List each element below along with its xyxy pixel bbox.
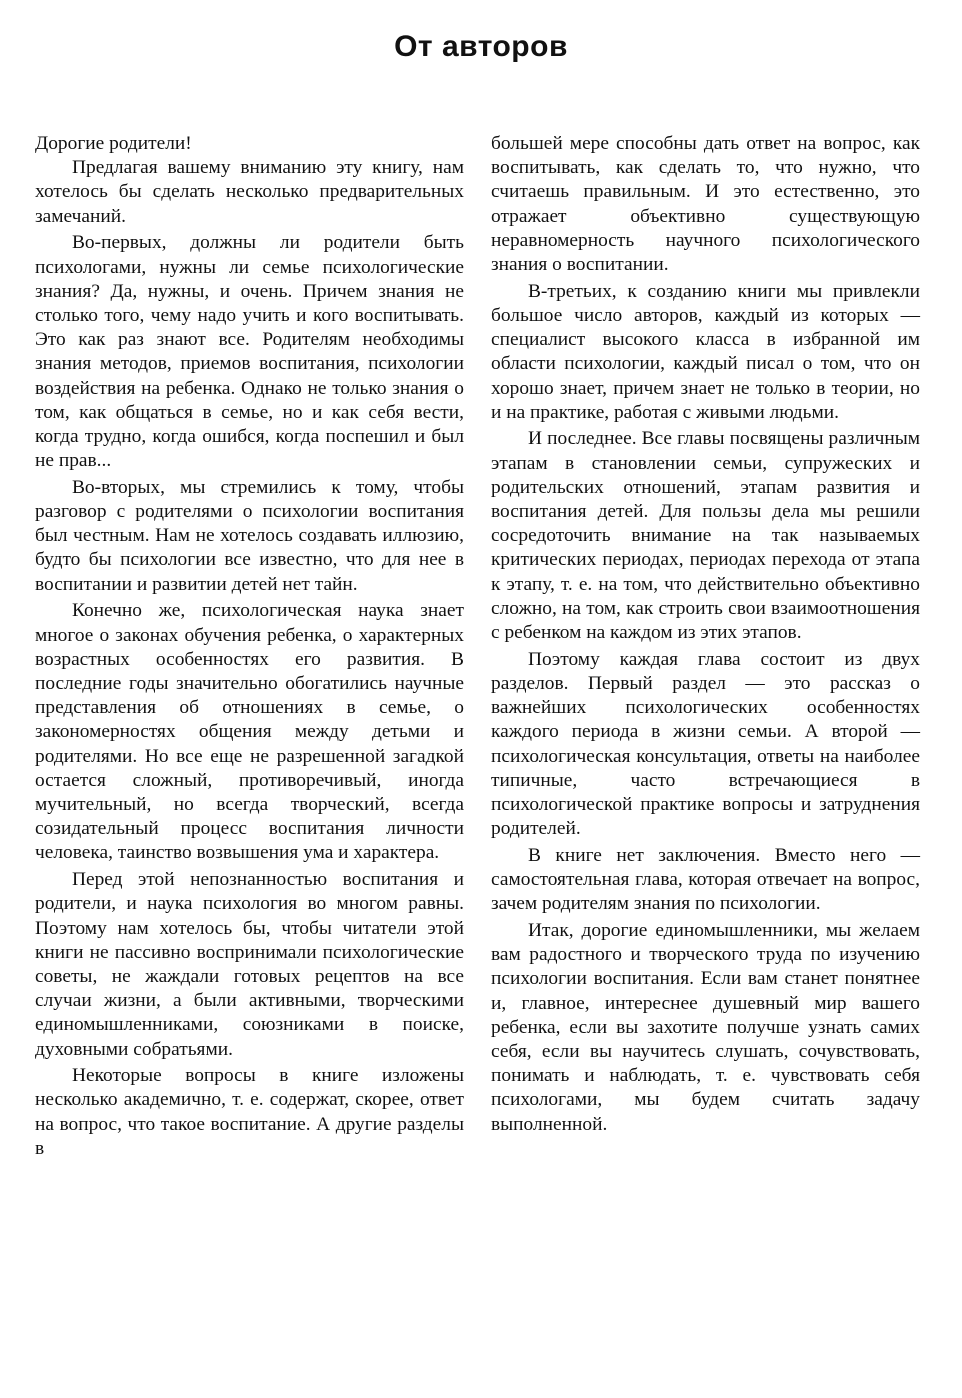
paragraph: Перед этой непознанностью воспитания и родители, и наука психология во многом равны. Поэтому нам хотелось бы, чтобы читатели этой книги не пассивно воспринимали психологические советы, не жаждали готовых рецептов на все случаи жизни, а были активными, творческими единомышленниками, союзниками в поиске, духовными собратьями. xyxy=(35,869,464,1060)
paragraph: Во-вторых, мы стремились к тому, чтобы разговор с родителями о психологии воспитания был честным. Нам не хотелось создавать иллюзию, будто бы психологии все известно, что для нее в воспитании и развитии детей нет тайн. xyxy=(35,476,464,595)
paragraph: Итак, дорогие единомышленники, мы желаем вам радостного и творческого труда по изучению психологии воспитания. Если вам станет понятнее и, главное, интереснее душевный мир вашего ребенка, если вы захотите получше узнать самих себя, если вы научитесь слушать, сочувствовать, понимать и наблюдать, т. е. чувствовать себя психологами, мы будем считать задачу выполненной. xyxy=(491,920,920,1135)
paragraph: И последнее. Все главы посвящены различным этапам в становлении семьи, супружеских и родительских отношений, этапам развития и воспитания детей. Для пользы дела мы решили сосредоточить внимание на так называемых критических периодах, периодах перехода от этапа к этапу, т. е. на том, что действительно объективно сложно, на том, как строить свои взаимоотношения с ребенком на каждом из этих этапов. xyxy=(491,428,920,644)
paragraph: Во-первых, должны ли родители быть психологами, нужны ли семье психологические знания? Да, нужны, и очень. Причем знания не столько того, чему надо учить и кого воспитывать. Это как раз знают все. Родителям необходимы знания методов, приемов воспитания, психологии воздействия на ребенка. Однако не только знания о том, как общаться в семье, но и как себя вести, когда трудно, когда ошибся, когда поспешил и был не прав... xyxy=(35,232,464,472)
paragraph: Некоторые вопросы в книге изложены несколько академично, т. е. содержат, скорее, ответ на вопрос, что такое воспитание. А другие разделы в xyxy=(35,1065,464,1159)
page-title: От авторов xyxy=(394,30,568,63)
left-column xyxy=(35,132,464,1164)
right-column xyxy=(491,132,920,1139)
paragraph-continuation: большей мере способны дать ответ на вопрос, как воспитывать, как сделать то, что нужно, что считаешь правильным. И это естественно, это отражает объективно существующую неравномерность научного психологического знания о воспитании. xyxy=(491,133,920,276)
greeting: Дорогие родители! xyxy=(35,133,192,154)
paragraph: В-третьих, к созданию книги мы привлекли большое число авторов, каждый из которых — специалист высокого класса в избранной им области психологии, каждый писал о том, что он хорошо знает, причем знает не только в теории, но и на практике, работая с живыми людьми. xyxy=(491,280,920,423)
paragraph: Поэтому каждая глава состоит из двух разделов. Первый раздел — это рассказ о важнейших психологических особенностях каждого периода в жизни семьи. А второй — психологическая консультация, ответы на наиболее типичные, часто встречающиеся в психологической практике вопросы и затруднения родителей. xyxy=(491,648,920,840)
paragraph: Конечно же, психологическая наука знает многое о законах обучения ребенка, о характерных возрастных особенностях его развития. В последние годы значительно обогатились научные представления об отношениях в семье, о закономерностях общения между детьми и родителями. Но все еще не разрешенной загадкой остается сложный, противоречивый, иногда мучительный, но всегда творческий, всегда созидательный процесс воспитания личности человека, таинство возвышения ума и характера. xyxy=(35,600,464,864)
paragraph: В книге нет заключения. Вместо него — самостоятельная глава, которая отвечает на вопрос, зачем родителям знания по психологии. xyxy=(491,844,920,915)
paragraph: Предлагая вашему вниманию эту книгу, нам хотелось бы сделать несколько предварительных замечаний. xyxy=(35,157,464,227)
